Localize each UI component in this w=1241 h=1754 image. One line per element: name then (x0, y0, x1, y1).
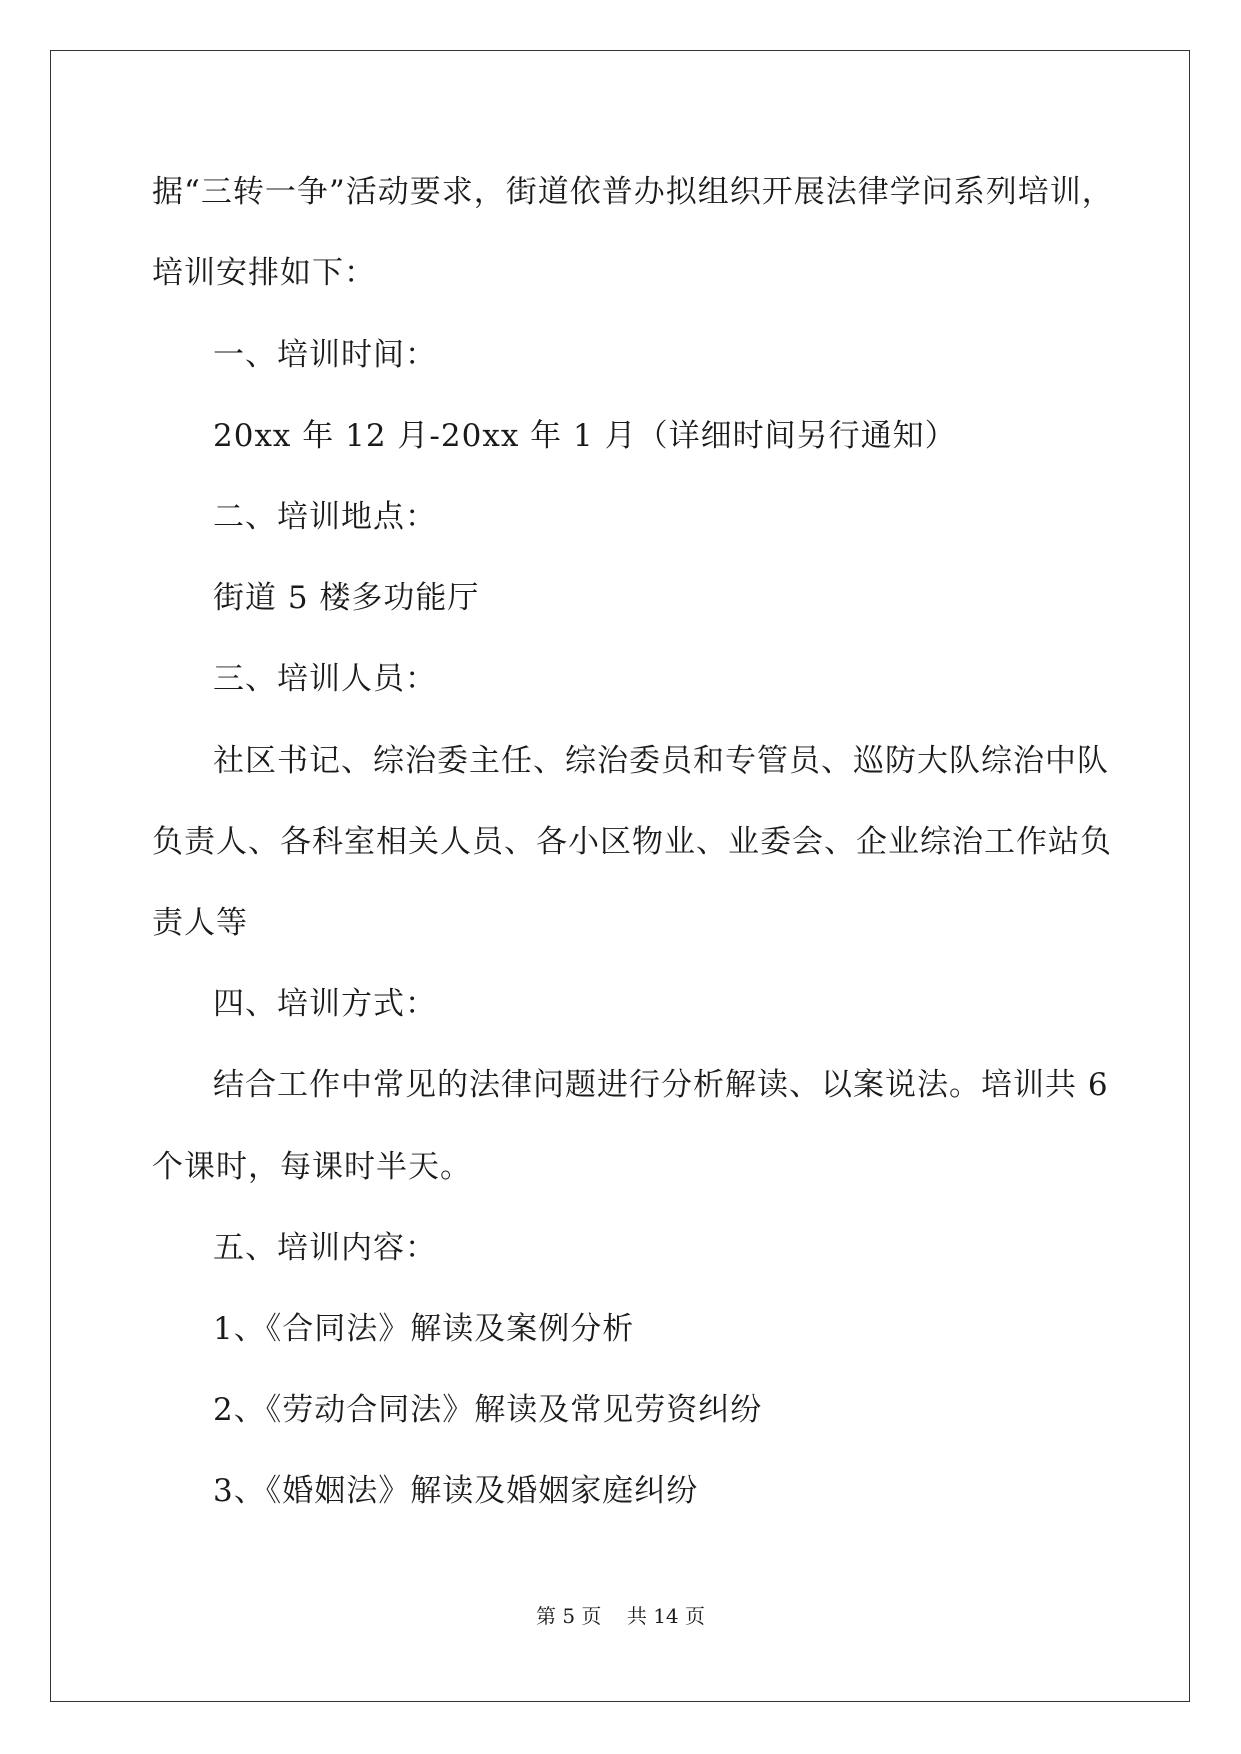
text-line: 结合工作中常见的法律问题进行分析解读、以案说法。培训共 6 (213, 1067, 1109, 1103)
text-line: 据“三转一争”活动要求，街道依普办拟组织开展法律学问系列培训， (152, 174, 1114, 210)
text-line: 责人等 (152, 905, 248, 941)
text-line: 20xx 年 12 月-20xx 年 1 月（详细时间另行通知） (213, 418, 957, 454)
section-heading: 四、培训方式： (213, 986, 437, 1022)
text-line: 街道 5 楼多功能厅 (213, 580, 480, 616)
list-item: 3、《婚姻法》解读及婚姻家庭纠纷 (213, 1473, 699, 1509)
text-line: 负责人、各科室相关人员、各小区物业、业委会、企业综治工作站负 (152, 824, 1112, 860)
text-line: 个课时，每课时半天。 (152, 1149, 472, 1185)
list-item: 2、《劳动合同法》解读及常见劳资纠纷 (213, 1392, 763, 1428)
text-line: 社区书记、综治委主任、综治委员和专管员、巡防大队综治中队 (213, 743, 1109, 779)
list-item: 1、《合同法》解读及案例分析 (213, 1311, 635, 1347)
text-line: 培训安排如下： (152, 255, 376, 291)
section-heading: 二、培训地点： (213, 499, 437, 535)
page-frame (50, 50, 1190, 1702)
section-heading: 三、培训人员： (213, 661, 437, 697)
section-heading: 一、培训时间： (213, 337, 437, 373)
section-heading: 五、培训内容： (213, 1230, 437, 1266)
page-number: 第 5 页 共 14 页 (535, 1604, 706, 1628)
